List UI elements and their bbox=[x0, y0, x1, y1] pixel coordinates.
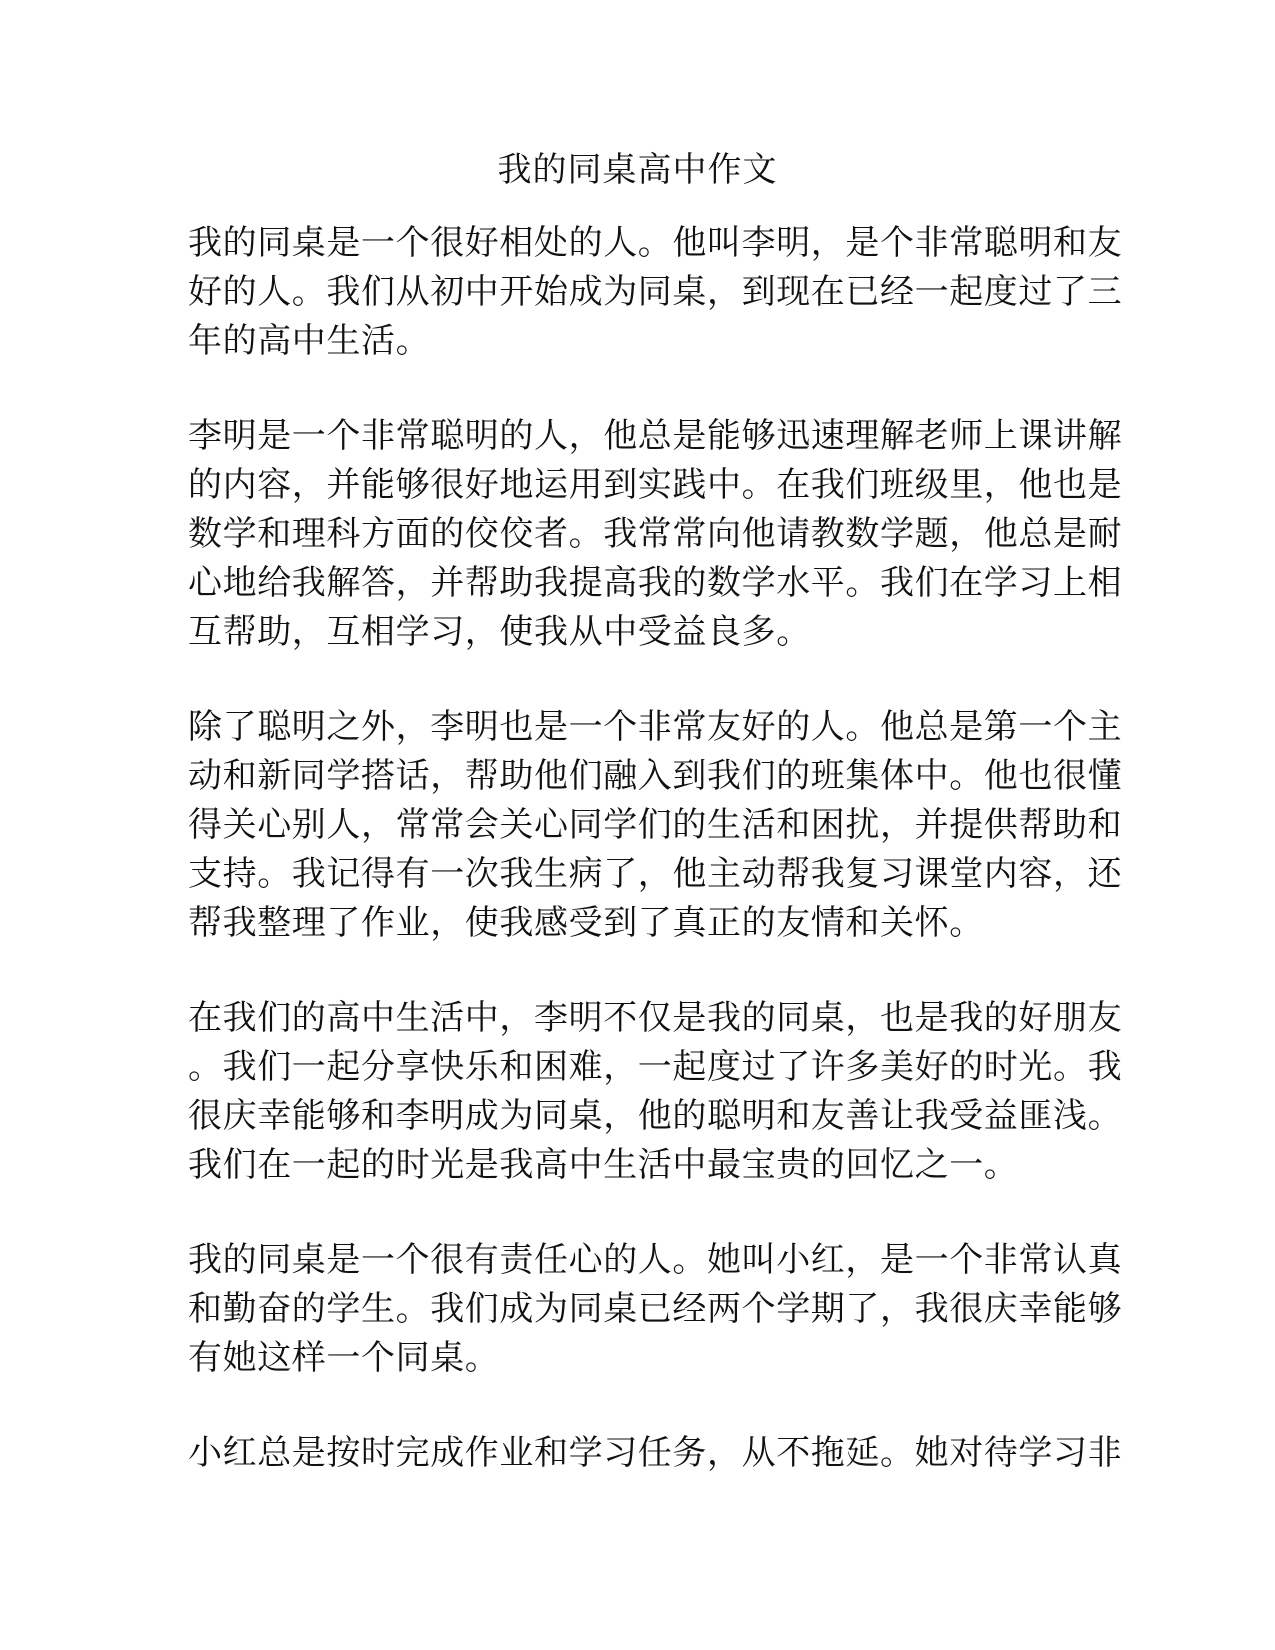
text-line: 李明是一个非常聪明的人，他总是能够迅速理解老师上课讲解 bbox=[188, 416, 1123, 456]
paragraph-4 bbox=[188, 994, 1123, 1190]
paragraph-2 bbox=[188, 412, 1123, 657]
text-line: 我的同桌是一个很有责任心的人。她叫小红，是一个非常认真 bbox=[188, 1240, 1123, 1280]
text-line: 有她这样一个同桌。 bbox=[188, 1338, 500, 1378]
text-line: 小红总是按时完成作业和学习任务，从不拖延。她对待学习非 bbox=[188, 1433, 1123, 1473]
text-line: 除了聪明之外，李明也是一个非常友好的人。他总是第一个主 bbox=[188, 707, 1123, 747]
text-line: 互帮助，互相学习，使我从中受益良多。 bbox=[188, 612, 811, 652]
document-body bbox=[188, 219, 1123, 1524]
text-line: 。我们一起分享快乐和困难，一起度过了许多美好的时光。我 bbox=[188, 1047, 1123, 1087]
text-line: 得关心别人，常常会关心同学们的生活和困扰，并提供帮助和 bbox=[188, 805, 1123, 845]
text-line: 心地给我解答，并帮助我提高我的数学水平。我们在学习上相 bbox=[188, 563, 1123, 603]
paragraph-6 bbox=[188, 1429, 1123, 1478]
paragraph-1 bbox=[188, 219, 1123, 366]
text-line: 我的同桌是一个很好相处的人。他叫李明，是个非常聪明和友 bbox=[188, 223, 1123, 263]
text-line: 支持。我记得有一次我生病了，他主动帮我复习课堂内容，还 bbox=[188, 854, 1123, 894]
text-line: 在我们的高中生活中，李明不仅是我的同桌，也是我的好朋友 bbox=[188, 998, 1123, 1038]
text-line: 的内容，并能够很好地运用到实践中。在我们班级里，他也是 bbox=[188, 465, 1123, 505]
text-line: 和勤奋的学生。我们成为同桌已经两个学期了，我很庆幸能够 bbox=[188, 1289, 1123, 1329]
text-line: 帮我整理了作业，使我感受到了真正的友情和关怀。 bbox=[188, 903, 984, 943]
text-line: 好的人。我们从初中开始成为同桌，到现在已经一起度过了三 bbox=[188, 272, 1123, 312]
paragraph-3 bbox=[188, 703, 1123, 948]
text-line: 年的高中生活。 bbox=[188, 321, 431, 361]
text-line: 数学和理科方面的佼佼者。我常常向他请教数学题，他总是耐 bbox=[188, 514, 1123, 554]
text-line: 动和新同学搭话，帮助他们融入到我们的班集体中。他也很懂 bbox=[188, 756, 1123, 796]
document-title: 我的同桌高中作文 bbox=[497, 150, 778, 190]
text-line: 很庆幸能够和李明成为同桌，他的聪明和友善让我受益匪浅。 bbox=[188, 1096, 1123, 1136]
paragraph-5 bbox=[188, 1236, 1123, 1383]
text-line: 我们在一起的时光是我高中生活中最宝贵的回忆之一。 bbox=[188, 1145, 1019, 1185]
